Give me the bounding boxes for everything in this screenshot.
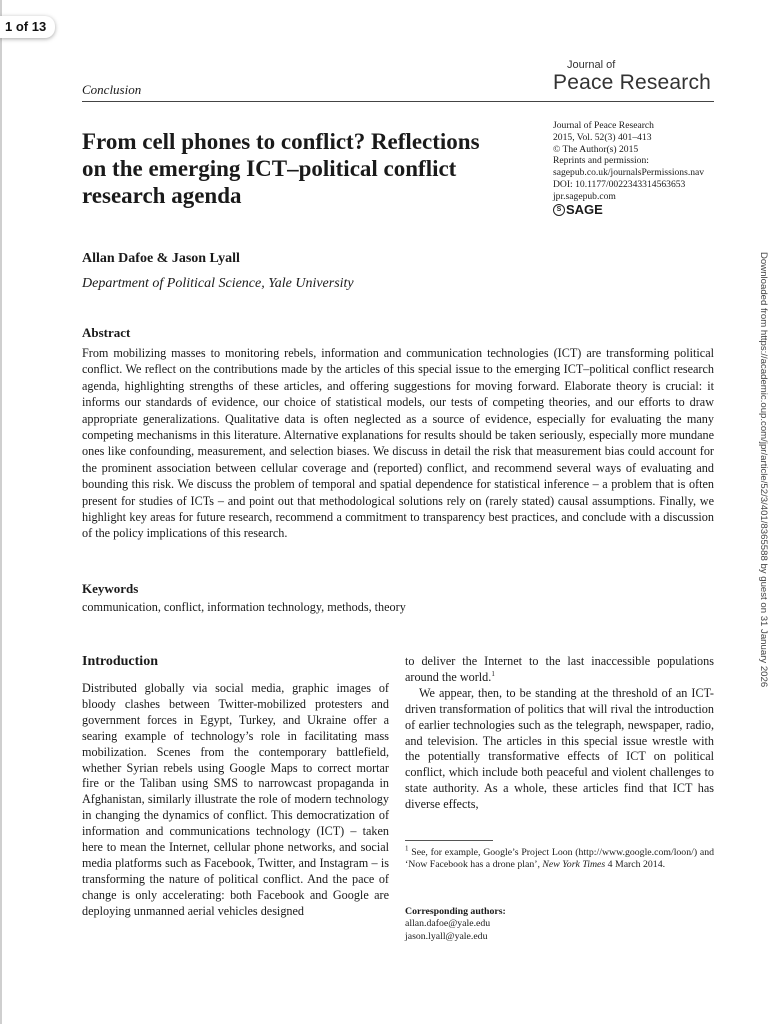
viewer-left-edge xyxy=(0,0,2,1024)
meta-reprints-url[interactable]: sagepub.co.uk/journalsPermissions.nav xyxy=(553,167,705,179)
footnote-divider xyxy=(405,840,493,841)
page-indicator: 1 of 13 xyxy=(0,16,55,38)
article-title: From cell phones to conflict? Reflections on the emerging ICT–political conflict research agenda xyxy=(82,129,480,208)
email-link[interactable]: jason.lyall@yale.edu xyxy=(405,930,488,942)
corresponding-heading: Corresponding authors: xyxy=(405,906,506,917)
journal-logo-small: Journal of xyxy=(567,59,616,71)
paragraph-text: to deliver the Internet to the last inaccessible populations around the world. xyxy=(405,654,714,684)
publisher-logo xyxy=(553,201,743,217)
journal-logo xyxy=(553,60,715,94)
section-label: Conclusion xyxy=(82,82,142,97)
keywords-heading: Keywords xyxy=(82,581,139,596)
affiliation: Department of Political Science, Yale University xyxy=(82,276,354,291)
footnote-date: 4 March 2014. xyxy=(607,859,666,871)
introduction-paragraph xyxy=(405,654,714,686)
meta-reprints: Reprints and permission: xyxy=(553,155,649,167)
introduction-paragraph: We appear, then, to be standing at the threshold of an ICT-driven transformation of politics that will rival the introduction of earlier technologies such as the telegraph, newspaper, radio, and television. The articles in this special issue wrestle with the potentially transformative effects of ICT on political conflict, which include both peaceful and violent challenges to state authority. As a whole, these articles find that ICT has diverse effects, xyxy=(405,685,714,812)
introduction-heading: Introduction xyxy=(82,654,158,669)
meta-doi[interactable]: DOI: 10.1177/0022343314563653 xyxy=(553,178,686,190)
introduction-left-column: Distributed globally via social media, graphic images of bloody clashes between Twitter-mobilized protesters and government forces in Egypt, Turkey, and Ukraine offer a searing example of technology’s role in facilitating mass mobilization. Scenes from the contemporary battlefield, whether Syrian rebels using Google Maps to correct mortar fire or the Taliban using SMS to narrowcast propaganda in Afghanistan, similarly illustrate the role of modern technology in changing the dynamics of conflict. This democratization of information and communications technology (ICT) – taken here to mean the Internet, cellular phone networks, and social media platforms such as Facebook, Twitter, and Instagram – is transforming the nature of political conflict. And the pace of change is only accelerating: both Facebook and Google are deploying unmanned aerial vehicles designed xyxy=(82,681,389,918)
footnote-source: New York Times xyxy=(542,859,606,871)
keywords-list: communication, conflict, information technology, methods, theory xyxy=(82,600,406,614)
sage-circle-icon: S xyxy=(553,204,565,216)
abstract-body: From mobilizing masses to monitoring rebels, information and communication technologies (ICT) are transforming political conflict. We reflect on the contributions made by the articles of this special issue to the emerging ICT–political conflict research agenda, highlighting strengths of these articles, and offering suggestions for moving forward. Elaborate theory is crucial: it informs our standards of evidence, our choice of statistical models, our tests of competing theories, and our efforts to draw appropriate generalizations. Qualitative data is often neglected as a source of evidence, especially for evaluating the many competing mechanisms in this literature. Alternative explanations for results should be taken seriously, especially more mundane ones like confounding, measurement, and selection biases. We discuss in detail the risk that measurement bias could account for the prominent association between cellular coverage and (reported) conflict, and recommend several ways of evaluating and bounding this risk. We discuss the problem of temporal and spatial dependence for statistical inference – a problem that is often present for studies of ICTs – and point out that methodological solutions rely on (rarely stated) causal assumptions. Finally, we highlight key areas for future research, recommend a commitment to transparency best practices, and conclude with a discussion of the policy implications of this research. xyxy=(82,346,714,541)
introduction-right-column xyxy=(405,654,714,813)
meta-journal: Journal of Peace Research xyxy=(553,120,654,131)
footnote xyxy=(405,844,714,872)
publisher-name: SAGE xyxy=(566,201,603,217)
journal-logo-big: Peace Research xyxy=(553,71,712,94)
article-meta xyxy=(553,120,743,216)
email-link[interactable]: allan.dafoe@yale.edu xyxy=(405,918,491,930)
authors: Allan Dafoe & Jason Lyall xyxy=(82,251,240,266)
footnote-number: 1 xyxy=(405,844,409,853)
meta-volume: 2015, Vol. 52(3) 401–413 xyxy=(553,131,652,143)
footnote-ref[interactable]: 1 xyxy=(491,669,495,678)
header-divider xyxy=(82,101,714,102)
meta-copyright: © The Author(s) 2015 xyxy=(553,143,639,155)
corresponding-authors xyxy=(405,906,714,943)
abstract-heading: Abstract xyxy=(82,325,131,340)
meta-site[interactable]: jpr.sagepub.com xyxy=(553,190,616,202)
download-watermark: Downloaded from https://academic.oup.com/jpr/article/52/3/401/8365588 by guest on 31 January 2026 xyxy=(758,252,769,688)
footnote-text: See, for example, Google’s Project Loon (http://www.google.com/loon/) and ‘Now Facebook has a drone plan’, xyxy=(405,847,714,871)
